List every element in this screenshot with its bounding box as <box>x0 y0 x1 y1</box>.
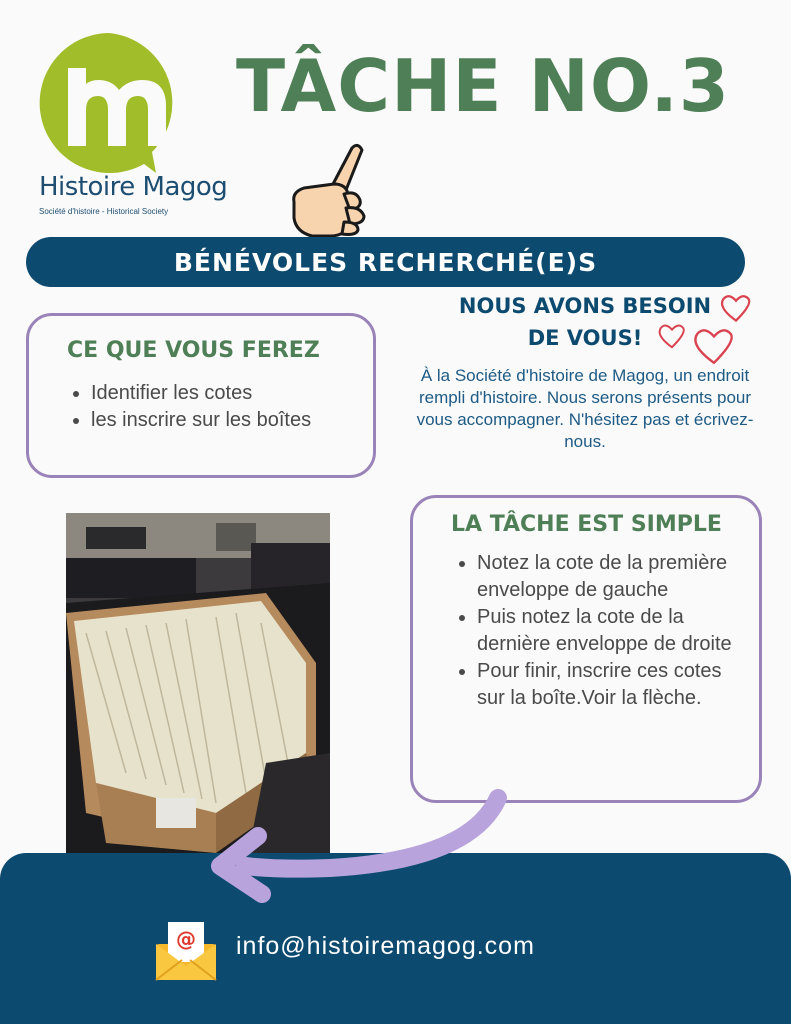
logo-tagline: Société d'histoire - Historical Society <box>39 207 169 216</box>
histoire-magog-logo <box>34 28 184 178</box>
what-you-will-do-box <box>26 313 376 478</box>
svg-text:@: @ <box>176 927 196 951</box>
pointing-hand-icon <box>284 140 384 240</box>
list-item: • Identifier les cotes <box>91 380 311 407</box>
contact-email[interactable]: info@histoiremagog.com <box>236 932 535 960</box>
task-is-simple-box <box>410 495 762 803</box>
page-title: TÂCHE NO.3 <box>236 44 730 128</box>
list-item: • Pour finir, inscrire ces cotes sur la boîte.Voir la flèche. <box>477 658 747 712</box>
mail-icon <box>154 918 218 982</box>
task-is-simple-heading: LA TÂCHE EST SIMPLE <box>451 512 722 537</box>
logo-brand-name: Histoire Magog <box>39 172 228 202</box>
task-steps-list <box>477 550 747 712</box>
volunteers-wanted-banner <box>26 237 745 287</box>
we-need-you-line2: DE VOUS! <box>527 326 643 350</box>
envelopes-box-photo <box>66 513 330 865</box>
list-item: • Puis notez la cote de la dernière enveloppe de droite <box>477 604 747 658</box>
what-you-will-do-heading: CE QUE VOUS FEREZ <box>67 338 320 363</box>
we-need-you-text: À la Société d'histoire de Magog, un endroit rempli d'histoire. Nous serons présents pour vous accompagner. N'hésitez pas et écrivez-nous. <box>416 366 754 451</box>
list-item: • les inscrire sur les boîtes <box>91 407 311 434</box>
what-you-will-do-list <box>91 380 311 434</box>
heart-icon <box>718 290 754 326</box>
heart-icon <box>690 322 738 370</box>
we-need-you-line1: NOUS AVONS BESOIN <box>458 294 712 318</box>
list-item: • Notez la cote de la première enveloppe de gauche <box>477 550 747 604</box>
banner-text: BÉNÉVOLES RECHERCHÉ(E)S <box>173 247 598 277</box>
heart-icon <box>656 320 688 352</box>
